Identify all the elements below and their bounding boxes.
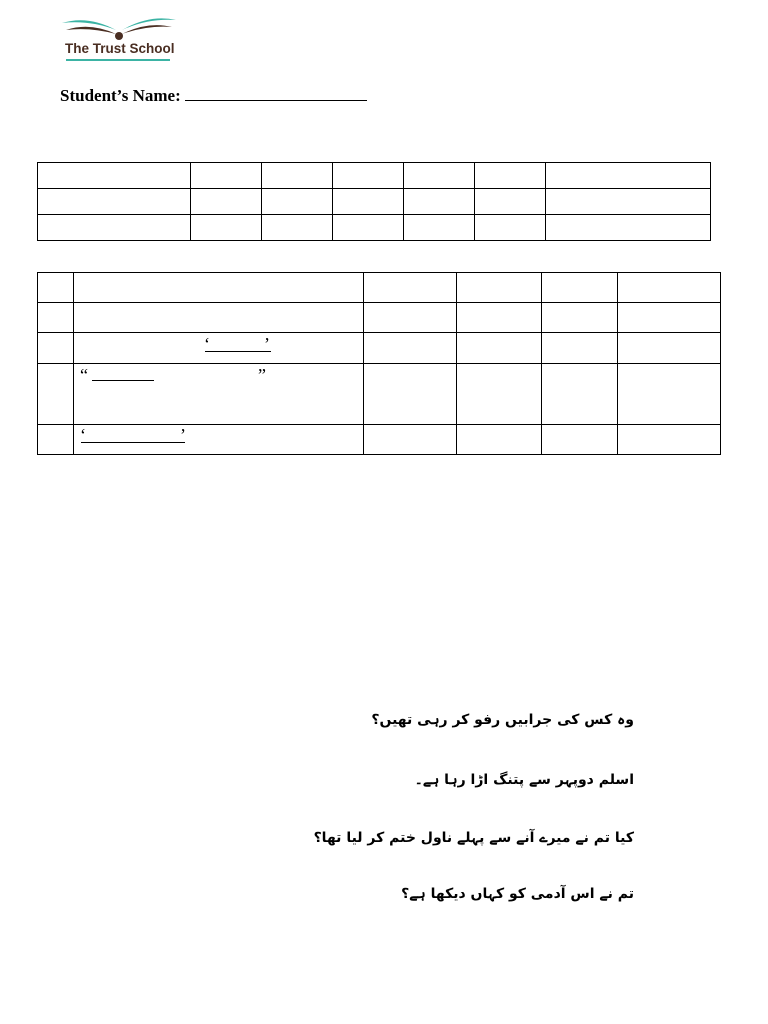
- table-row: [38, 425, 721, 455]
- table-row: [38, 333, 721, 364]
- urdu-sentence-2: اسلم دوپہر سے پتنگ اڑا رہا ہے۔: [414, 772, 634, 788]
- student-name-field: [60, 86, 367, 106]
- logo-wings-icon: [60, 16, 178, 40]
- student-name-label: Student’s Name:: [60, 86, 181, 105]
- urdu-sentence-4: تم نے اس آدمی کو کہاں دیکھا ہے؟: [401, 886, 634, 902]
- table-row: [38, 215, 711, 241]
- urdu-sentence-1: وہ کس کی جرابیں رفو کر رہی تھیں؟: [371, 712, 634, 728]
- table-row: [38, 189, 711, 215]
- urdu-sentence-3: کیا تم نے میرے آنے سے پہلے ناول ختم کر لیا تھا؟: [313, 830, 634, 846]
- table-row: [38, 163, 711, 189]
- table-row: [38, 273, 721, 303]
- logo-underline: [66, 59, 170, 61]
- school-name: The Trust School: [65, 41, 175, 56]
- quoted-blank: ‘ ’: [203, 334, 270, 354]
- table-row: [38, 364, 721, 425]
- quoted-blank: ‘ ’: [79, 425, 186, 445]
- student-name-blank[interactable]: [185, 86, 367, 101]
- question-table: [37, 272, 721, 455]
- table-row: [38, 303, 721, 333]
- school-logo: [60, 16, 178, 64]
- info-table: [37, 162, 711, 241]
- quoted-blank: “ ”: [79, 365, 266, 385]
